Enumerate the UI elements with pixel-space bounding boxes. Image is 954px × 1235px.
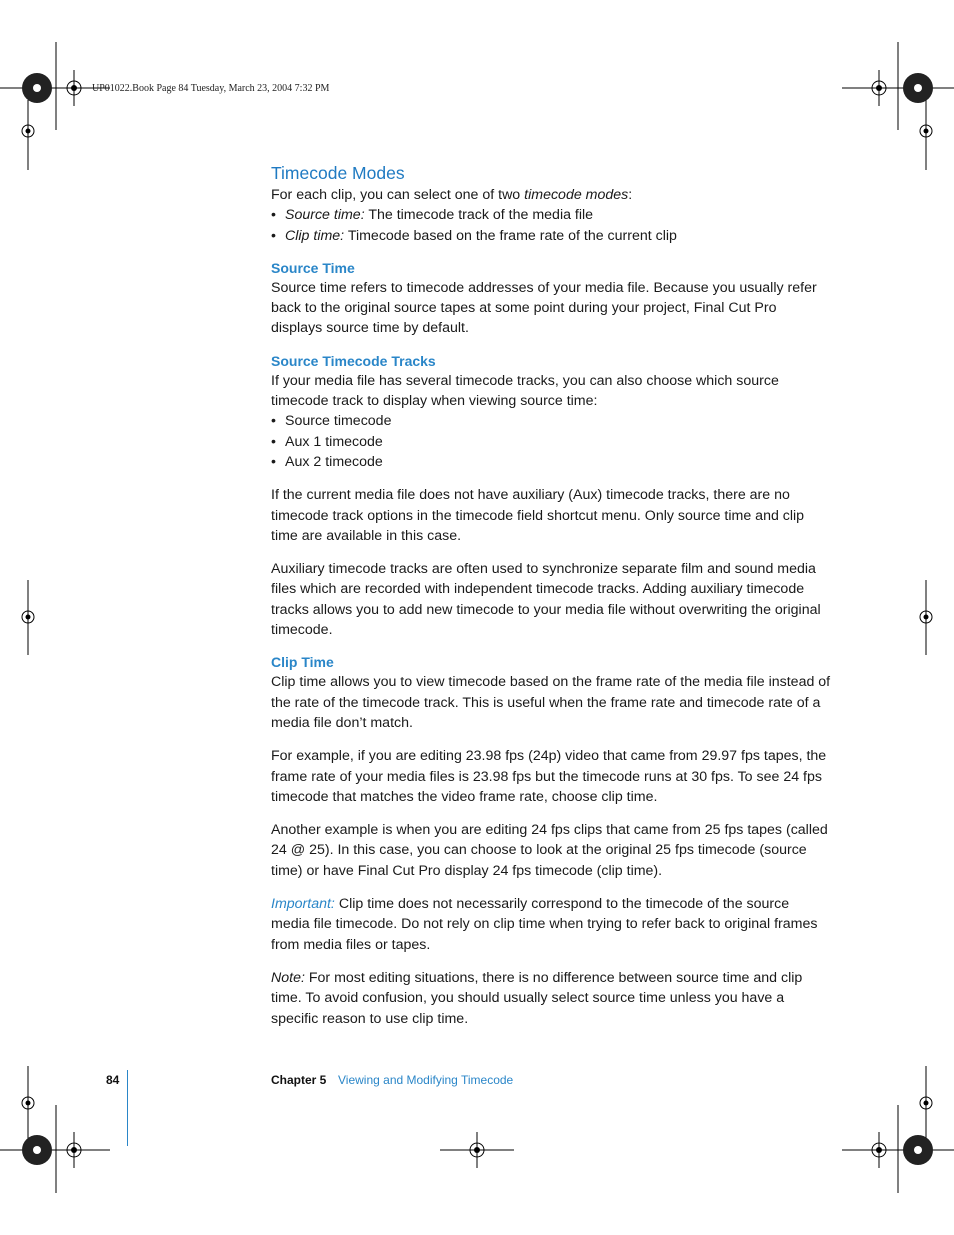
aux-sync-paragraph: Auxiliary timecode tracks are often used to synchronize separate film and sound media files which are recorded with independent timecode tracks. Adding auxiliary timecode tracks allows you to add new timecode to your media file without overwriting the original timecode. — [271, 561, 821, 639]
intro-paragraph: For each clip, you can select one of two timecode modes: — [271, 187, 633, 203]
footer-chapter-title: Viewing and Modifying Timecode — [338, 1073, 514, 1087]
clip-time-example-paragraph: For example, if you are editing 23.98 fps (24p) video that came from 29.97 fps tapes, the frame rate of your media files is 23.98 fps but the timecode runs at 30 fps. To see 24 fps timecode that matches the video frame rate, choose clip time. — [271, 748, 827, 805]
timecode-mode-list — [271, 205, 831, 246]
list-item: • Source time: The timecode track of the media file — [271, 207, 594, 224]
clip-time-example2-paragraph: Another example is when you are editing 24 fps clips that came from 25 fps tapes (called 24 @ 25). In this case, you can choose to look at the original 25 fps timecode (source time) or have Final Cut Pro display 24 fps timecode (clip time). — [271, 822, 828, 879]
source-time-paragraph: Source time refers to timecode addresses of your media file. Because you usually refer back to the original source tapes at some point during your project, Final Cut Pro displays source time by default. — [271, 279, 817, 337]
source-tracks-paragraph: If your media file has several timecode tracks, you can also choose which source timecode track to display when viewing source time: — [271, 372, 779, 410]
important-callout: Important: Clip time does not necessarily correspond to the timecode of the source media file timecode. Do not rely on clip time when trying to refer back to original frames from media files or tapes. — [271, 896, 818, 953]
list-item: • Source timecode — [271, 413, 392, 430]
source-track-list — [271, 411, 831, 472]
footer-divider — [127, 1070, 128, 1146]
page-content — [271, 161, 831, 1029]
aux-absent-paragraph: If the current media file does not have auxiliary (Aux) timecode tracks, there are no timecode track options in the timecode field shortcut menu. Only source time and clip time are available in this case. — [271, 487, 805, 544]
list-item: • Aux 1 timecode — [271, 433, 383, 450]
source-time-heading: Source Time — [271, 259, 355, 276]
footer-chapter-label: Chapter 5 — [271, 1073, 327, 1087]
note-callout: Note: For most editing situations, there is no difference between source time and clip time. To avoid confusion, you should usually select source time unless you have a specific reason to use clip time. — [271, 969, 803, 1027]
section-title: Timecode Modes — [271, 163, 405, 183]
clip-time-heading: Clip Time — [271, 654, 334, 671]
page-number: 84 — [106, 1073, 120, 1087]
list-item: • Clip time: Timecode based on the frame rate of the current clip — [271, 227, 677, 244]
print-slug-line: UP01022.Book Page 84 Tuesday, March 23, 2004 7:32 PM — [92, 83, 330, 94]
clip-time-paragraph: Clip time allows you to view timecode based on the frame rate of the media file instead of the rate of the timecode track. This is useful when the frame rate and timecode rate of a media file don’t match. — [271, 674, 831, 731]
list-item: • Aux 2 timecode — [271, 453, 383, 470]
source-timecode-tracks-heading: Source Timecode Tracks — [271, 352, 436, 369]
